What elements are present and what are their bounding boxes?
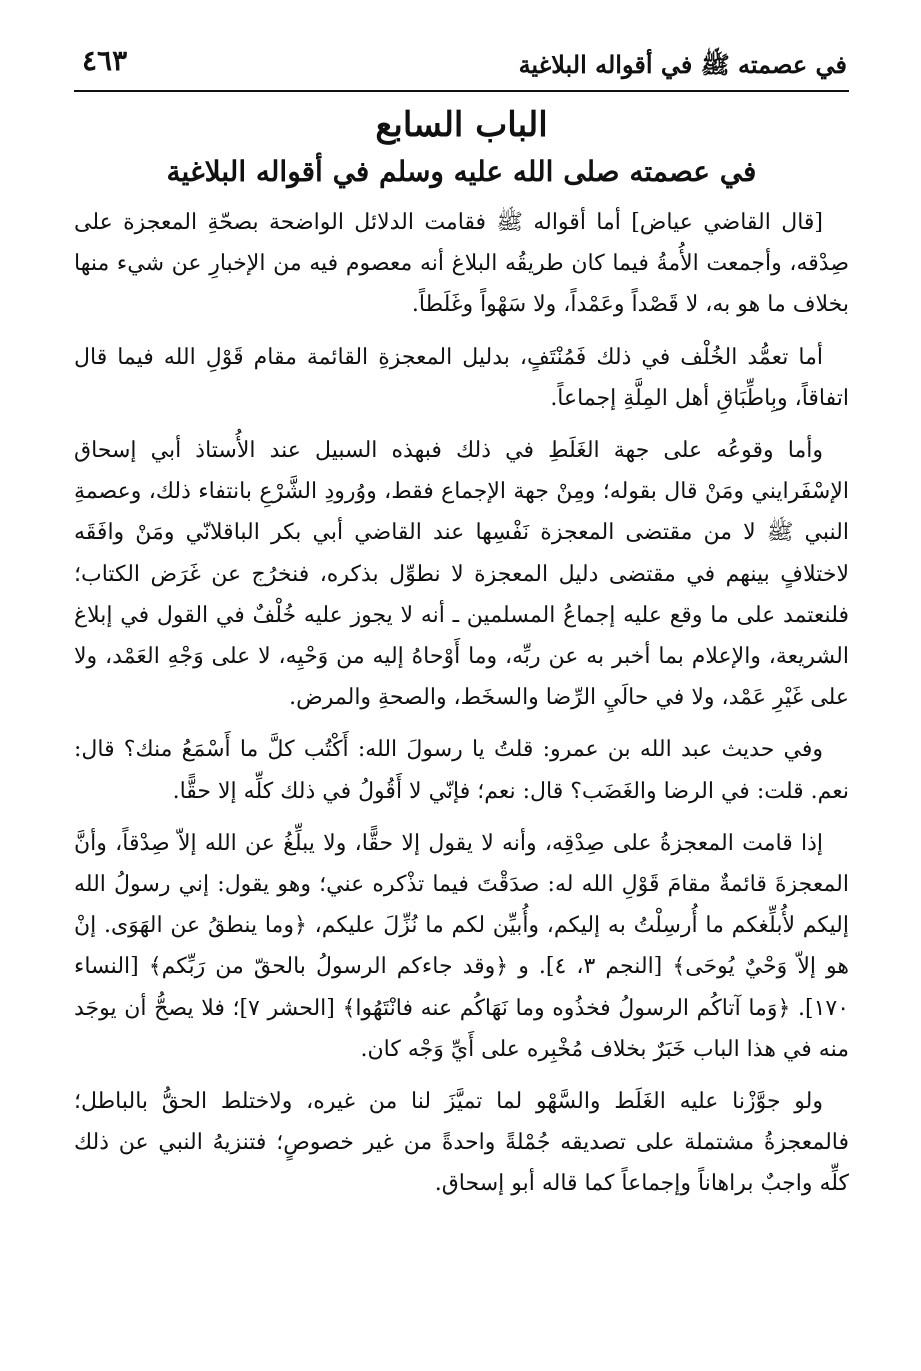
paragraph: إذا قامت المعجزةُ على صِدْقِه، وأنه لا يقول إلا حقًّا، ولا يبلِّغُ عن الله إلاّ صِدْقاً، وأنَّ المعجزةَ قائمةٌ مقامَ قَوْلِ الله له: صدَقْتَ فيما تذْكره عني؛ وهو يقول: إني رسولُ الله إليكم لأُبلِّغكم ما أُرسِلْتُ به إليكم، وأُبيِّن لكم ما نُزِّلَ عليكم، ﴿وما ينطقُ عن الهَوَى. إنْ هو إلاّ وَحْيٌ يُوحَى﴾ [النجم ٣، ٤]. و ﴿وقد جاءكم الرسولُ بالحقّ من رَبِّكم﴾ [النساء ١٧٠]. ﴿وَما آتاكُم الرسولُ فخذُوه وما نَهَاكُم عنه فانْتَهُوا﴾ [الحشر ٧]؛ فلا يصحُّ أن يوجَد منه في هذا الباب خَبَرٌ بخلاف مُخْبِره على أَيِّ وَجْه كان.: [74, 830, 850, 1062]
body-text: [74, 202, 849, 1205]
chapter-title: الباب السابع: [375, 105, 548, 145]
running-header: [74, 40, 849, 92]
chapter-subtitle: في عصمته صلى الله عليه وسلم في أقواله البلاغية: [166, 155, 757, 188]
paragraph: أما تعمُّد الخُلْف في ذلك فَمُنْتَفٍ، بدليل المعجزةِ القائمة مقام قَوْلِ الله فيما قال اتفاقاً، وبِاطِّبَاقِ أهل المِلَّةِ إجماعاً.: [74, 344, 849, 411]
paragraph: وفي حديث عبد الله بن عمرو: قلتُ يا رسولَ الله: أَكْتُب كلَّ ما أَسْمَعُ منك؟ قال: نعم. قلت: في الرضا والغَضَب؟ قال: نعم؛ فإنّي لا أَقُولُ في ذلك كلِّه إلا حقًّا.: [74, 737, 849, 804]
running-header-title: في عصمته ﷺ في أقواله البلاغية: [518, 50, 847, 79]
paragraph: وأما وقوعُه على جهة الغَلَطِ في ذلك فبهذه السبيل عند الأُستاذ أبي إسحاق الإسْفَرايني ومَنْ قال بقوله؛ ومِنْ جهة الإجماع فقط، ووُرودِ الشَّرْعِ بانتفاء ذلك، وعصمةِ النبي ﷺ لا من مقتضى المعجزة نَفْسِها عند القاضي أبي بكر الباقلانّي ومَنْ وافَقَه لاختلافٍ بينهم في مقتضى دليل المعجزة لا نطوِّل بذكره، فنخرُج عن غَرَض الكتاب؛ فلنعتمد على ما وقع عليه إجماعُ المسلمين ـ أنه لا يجوز عليه خُلْفٌ في القول في إبلاغ الشريعة، والإعلام بما أخبر به عن ربِّه، وما أَوْحاهُ إليه من وَحْيِه، لا على وَجْهِ العَمْد، ولا على غَيْرِ عَمْد، ولا في حالَيِ الرِّضا والسخَط، والصحةِ والمرض.: [74, 438, 849, 711]
paragraph: [قال القاضي عياض] أما أقواله ﷺ فقامت الدلائل الواضحة بصحّةِ المعجزة على صِدْقه، وأجمعت الأُمةُ فيما كان طريقُه البلاغ أنه معصوم فيه من الإخبارِ عن شيء منها بخلاف ما هو به، لا قَصْداً وعَمْداً، ولا سَهْواً وغَلَطاً.: [74, 210, 849, 318]
page-number: ٤٦٣: [82, 44, 128, 77]
paragraph: ولو جوَّزْنا عليه الغَلَط والسَّهْو لما تميَّزَ لنا من غيره، ولاختلط الحقُّ بالباطل؛ فالمعجزةُ مشتملة على تصديقه جُمْلةً واحدةً من غير خصوصٍ؛ فتنزيهُ النبي عن ذلك كلِّه واجبٌ براهاناً وإجماعاً كما قاله أبو إسحاق.: [74, 1089, 849, 1197]
